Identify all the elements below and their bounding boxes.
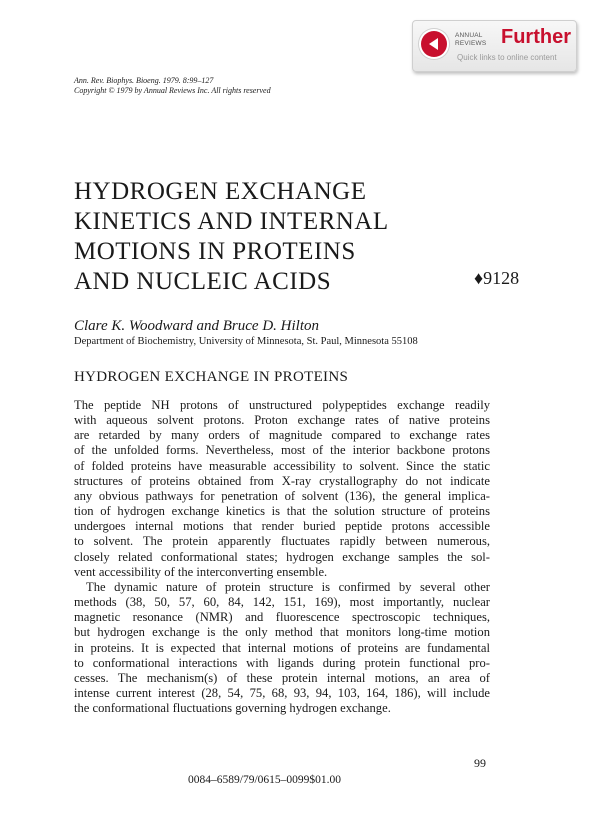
- text-line: undergoes internal motions that render buried peptide protons accessible: [74, 519, 490, 534]
- article-title: [74, 177, 389, 297]
- text-line: tion of hydrogen exchange kinetics is that the solution structure of proteins: [74, 504, 490, 519]
- text-line: with aqueous solvent protons. Proton exchange rates of native proteins: [74, 413, 490, 428]
- text-line: The peptide NH protons of unstructured polypeptides exchange readily: [74, 398, 490, 412]
- title-line: KINETICS AND INTERNAL: [74, 208, 389, 235]
- text-line: any obvious pathways for penetration of solvent (136), the general implica-: [74, 488, 490, 503]
- section-heading: HYDROGEN EXCHANGE IN PROTEINS: [74, 369, 349, 385]
- text-line: structures of proteins obtained from X-ray crystallography do not indicate: [74, 473, 490, 488]
- journal-header: [74, 76, 271, 96]
- publisher-logo-text: ANNUAL REVIEWS: [455, 32, 487, 47]
- page-number: 99: [474, 756, 486, 770]
- further-label: Further: [501, 26, 571, 48]
- title-line: MOTIONS IN PROTEINS: [74, 238, 356, 265]
- text-line: methods (38, 50, 57, 60, 84, 142, 151, 169), most importantly, nuclear: [74, 595, 490, 610]
- authors: Clare K. Woodward and Bruce D. Hilton: [74, 318, 320, 334]
- copyright: Copyright © 1979 by Annual Reviews Inc. All rights reserved: [74, 86, 271, 95]
- citation: Ann. Rev. Biophys. Bioeng. 1979. 8:99–127: [74, 76, 214, 85]
- text-line: the conformational fluctuations governing hydrogen exchange.: [74, 701, 391, 716]
- further-badge[interactable]: [412, 20, 577, 72]
- play-left-icon: [421, 31, 447, 57]
- text-line: The dynamic nature of protein structure is confirmed by several other: [86, 579, 490, 594]
- text-line: vent accessibility of the interconverting ensemble.: [74, 564, 328, 579]
- text-line: magnetic resonance (NMR) and fluorescence spectroscopic techniques,: [74, 610, 490, 625]
- title-line: HYDROGEN EXCHANGE: [74, 178, 367, 205]
- text-line: to conformational interactions with ligands during protein functional pro-: [74, 655, 490, 670]
- text-line: are retarded by many orders of magnitude compared to exchange rates: [74, 428, 490, 443]
- text-line: of folded proteins have measurable accessibility to solvent. Since the static: [74, 458, 490, 473]
- affiliation: Department of Biochemistry, University of Minnesota, St. Paul, Minnesota 55108: [74, 336, 418, 347]
- further-sublabel: Quick links to online content: [457, 53, 557, 62]
- text-line: closely related conformational states; hydrogen exchange samples the sol-: [74, 549, 490, 564]
- footer-code: 0084–6589/79/0615–0099$01.00: [188, 774, 342, 786]
- text-line: cesses. The mechanism(s) of these protein internal motions, an area of: [74, 670, 490, 685]
- body-text: [74, 398, 490, 716]
- title-line: AND NUCLEIC ACIDS: [74, 268, 332, 295]
- text-line: but hydrogen exchange is the only method that monitors long-time motion: [74, 625, 490, 640]
- text-line: in proteins. It is expected that internal motions of proteins are fundamental: [74, 640, 490, 655]
- article-code: ♦9128: [474, 268, 520, 288]
- text-line: of the unfolded forms. Nevertheless, most of the interior backbone protons: [74, 443, 490, 458]
- text-line: to solvent. The protein apparently fluctuates rapidly between numerous,: [74, 534, 490, 549]
- text-line: intense current interest (28, 54, 75, 68, 93, 94, 103, 164, 186), will include: [74, 685, 490, 700]
